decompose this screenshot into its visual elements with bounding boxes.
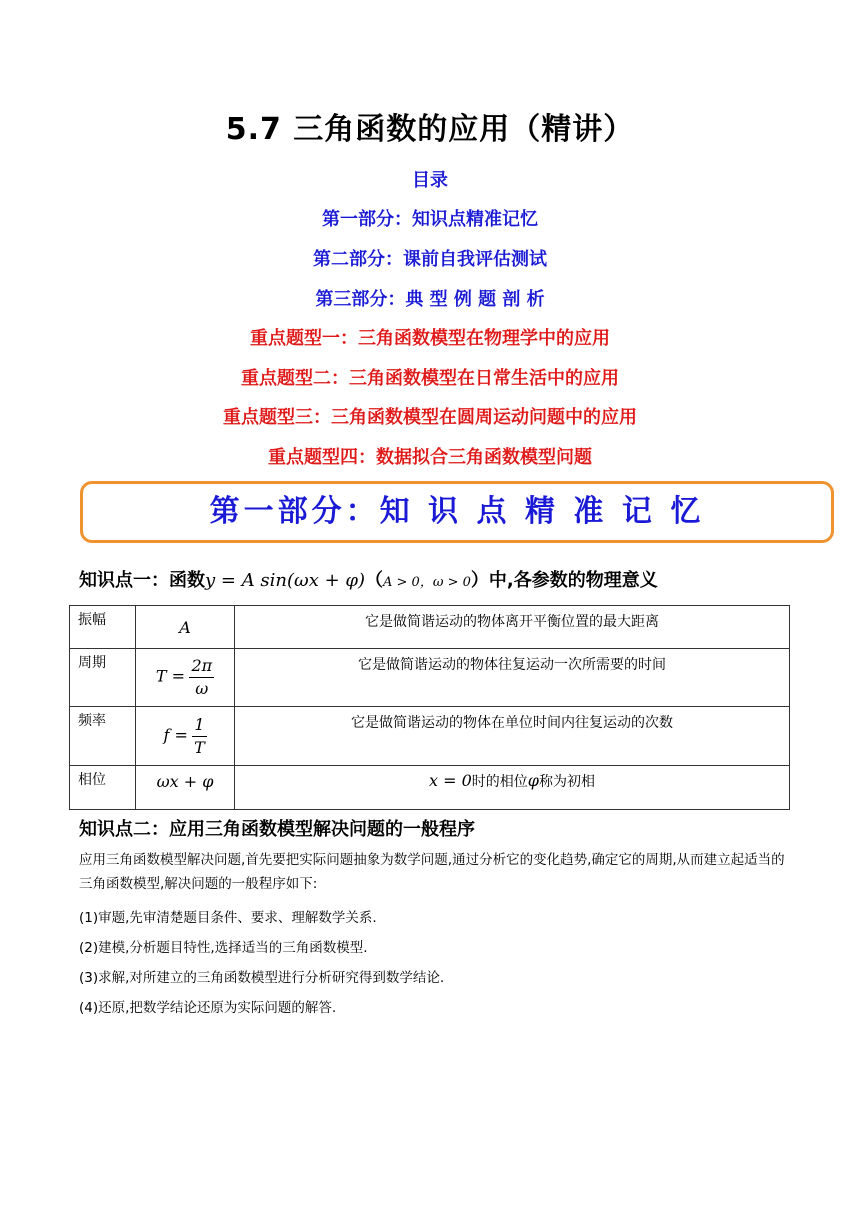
kp2-step-2: (2)建模,分析题目特性,选择适当的三角函数模型.	[79, 940, 368, 956]
page-title: 5.7 三角函数的应用（精讲）	[225, 112, 635, 147]
toc-type-2[interactable]: 重点题型二：三角函数模型在日常生活中的应用	[241, 368, 619, 389]
param-description: 它是做简谐运动的物体离开平衡位置的最大距离	[235, 606, 790, 649]
parameter-table	[69, 605, 790, 810]
toc-type-1[interactable]: 重点题型一：三角函数模型在物理学中的应用	[250, 328, 610, 349]
param-formula: A	[179, 617, 191, 637]
kp2-step-3: (3)求解,对所建立的三角函数模型进行分析研究得到数学结论.	[79, 970, 445, 986]
param-formula-left: f =	[163, 725, 188, 744]
desc-math: x = 0	[429, 771, 472, 790]
toc-part-1[interactable]: 第一部分：知识点精准记忆	[322, 209, 538, 230]
kp1-formula: y = A sin(ωx + φ)	[205, 570, 366, 591]
toc-type-3[interactable]: 重点题型三：三角函数模型在圆周运动问题中的应用	[223, 407, 637, 428]
section-banner: 第一部分：知 识 点 精 准 记 忆	[80, 481, 834, 543]
toc-part-3[interactable]: 第三部分：典 型 例 题 剖 析	[315, 289, 545, 310]
table-row	[70, 707, 790, 766]
param-name: 振幅	[70, 606, 136, 649]
param-description	[235, 766, 790, 810]
kp2-step-4: (4)还原,把数学结论还原为实际问题的解答.	[79, 1000, 337, 1016]
param-formula-left: T =	[155, 666, 185, 686]
fraction-numerator: 2π	[189, 655, 214, 678]
table-row	[70, 766, 790, 810]
param-name: 周期	[70, 649, 136, 707]
fraction	[189, 655, 214, 700]
param-name: 相位	[70, 766, 136, 810]
kp1-condition: A > 0，ω > 0	[383, 575, 471, 590]
kp2-step-1: (1)审题,先审清楚题目条件、要求、理解数学关系.	[79, 910, 377, 926]
table-row	[70, 649, 790, 707]
kp1-cond-open: （	[365, 570, 384, 591]
fraction-denominator: T	[194, 737, 205, 757]
kp2-intro: 应用三角函数模型解决问题,首先要把实际问题抽象为数学问题,通过分析它的变化趋势,确定它的周期,从而建立起适当的三角函数模型,解决问题的一般程序如下:	[79, 852, 785, 892]
toc-heading: 目录	[412, 170, 448, 191]
knowledge-point-2-heading: 知识点二：应用三角函数模型解决问题的一般程序	[79, 819, 475, 840]
desc-mid: 时的相位	[471, 774, 528, 790]
param-description: 它是做简谐运动的物体在单位时间内往复运动的次数	[235, 707, 790, 766]
kp1-prefix: 知识点一：函数	[79, 570, 205, 591]
desc-end: 称为初相	[538, 774, 595, 790]
knowledge-point-1-heading	[79, 566, 658, 592]
toc-part-2[interactable]: 第二部分：课前自我评估测试	[313, 249, 547, 270]
param-description: 它是做简谐运动的物体往复运动一次所需要的时间	[235, 649, 790, 707]
kp1-cond-close: ）中,各参数的物理意义	[470, 570, 658, 591]
desc-phi: φ	[527, 771, 539, 790]
param-formula: ωx + φ	[156, 772, 214, 791]
fraction	[192, 714, 206, 759]
table-row	[70, 606, 790, 649]
fraction-numerator: 1	[192, 714, 206, 737]
fraction-denominator: ω	[195, 679, 209, 698]
param-name: 频率	[70, 707, 136, 766]
toc-type-4[interactable]: 重点题型四：数据拟合三角函数模型问题	[268, 447, 592, 468]
